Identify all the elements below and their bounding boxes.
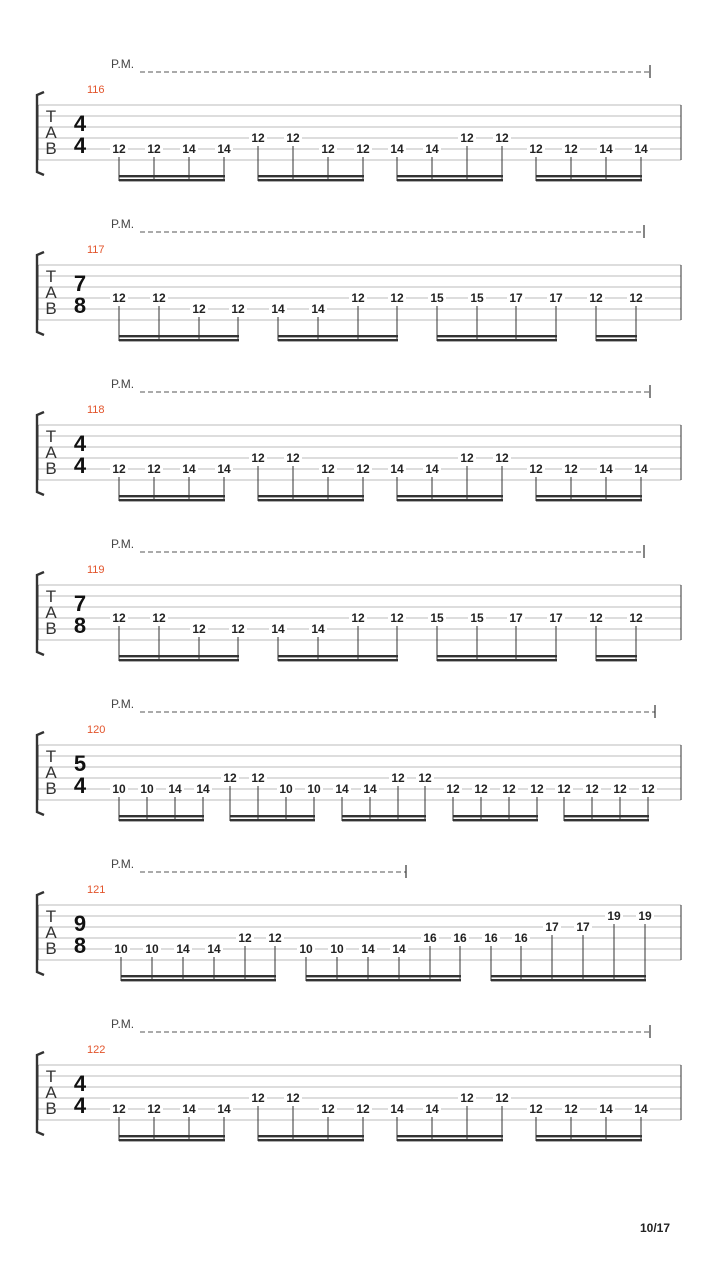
tab-clef-letter: T: [45, 747, 57, 766]
fret-number: 14: [599, 1102, 613, 1116]
beam-primary: [536, 175, 642, 177]
fret-number: 14: [168, 782, 182, 796]
fret-number: 16: [514, 931, 528, 945]
fret-number: 12: [251, 131, 265, 145]
tab-clef-letter: A: [45, 763, 57, 782]
palm-mute-label: P.M.: [111, 1017, 135, 1031]
time-signature-top: 9: [73, 911, 87, 936]
fret-number: 14: [271, 622, 285, 636]
tab-clef-letter: T: [45, 907, 57, 926]
fret-number: 14: [207, 942, 221, 956]
tab-clef-letter: B: [45, 459, 57, 478]
fret-number: 17: [549, 291, 563, 305]
fret-number: 12: [152, 611, 166, 625]
time-signature-top: 4: [73, 1071, 87, 1096]
fret-number: 14: [390, 1102, 404, 1116]
fret-number: 12: [112, 611, 126, 625]
fret-number: 19: [607, 909, 621, 923]
fret-number: 14: [217, 462, 231, 476]
fret-number: 14: [335, 782, 349, 796]
fret-number: 10: [330, 942, 344, 956]
time-signature-top: 4: [73, 111, 87, 136]
fret-number: 16: [484, 931, 498, 945]
measure-number: 122: [87, 1044, 106, 1056]
tab-system: [37, 377, 681, 501]
time-signature-bottom: 8: [73, 613, 87, 638]
fret-number: 12: [147, 462, 161, 476]
fret-number: 10: [279, 782, 293, 796]
tab-clef-letter: A: [45, 923, 57, 942]
beam-primary: [397, 175, 503, 177]
fret-number: 12: [223, 771, 237, 785]
time-signature-top: 7: [73, 591, 87, 616]
beam-primary: [342, 815, 426, 817]
beam-secondary: [119, 339, 239, 341]
fret-number: 12: [629, 291, 643, 305]
fret-number: 14: [363, 782, 377, 796]
fret-number: 12: [495, 1091, 509, 1105]
fret-number: 14: [311, 622, 325, 636]
fret-number: 12: [564, 142, 578, 156]
beam-secondary: [536, 1139, 642, 1141]
fret-number: 12: [286, 451, 300, 465]
beam-secondary: [278, 659, 398, 661]
fret-number: 14: [176, 942, 190, 956]
tab-system: [37, 1017, 681, 1141]
fret-number: 12: [251, 771, 265, 785]
fret-number: 12: [251, 451, 265, 465]
measure-number: 119: [87, 564, 105, 576]
fret-number: 10: [112, 782, 126, 796]
fret-number: 16: [453, 931, 467, 945]
fret-number: 14: [311, 302, 325, 316]
tab-clef-letter: B: [45, 139, 57, 158]
tab-clef-letter: T: [45, 1067, 57, 1086]
beam-secondary: [119, 179, 225, 181]
fret-number: 12: [321, 462, 335, 476]
fret-number: 12: [390, 611, 404, 625]
palm-mute-label: P.M.: [111, 217, 135, 231]
fret-number: 12: [231, 622, 245, 636]
beam-secondary: [306, 979, 461, 981]
fret-number: 12: [268, 931, 282, 945]
tab-clef-letter: B: [45, 1099, 57, 1118]
fret-number: 12: [641, 782, 655, 796]
fret-number: 12: [112, 291, 126, 305]
fret-number: 17: [509, 611, 523, 625]
fret-number: 14: [599, 462, 613, 476]
tab-system: [37, 537, 681, 661]
beam-secondary: [278, 339, 398, 341]
tab-system: [37, 857, 681, 981]
fret-number: 12: [460, 1091, 474, 1105]
fret-number: 14: [361, 942, 375, 956]
time-signature-bottom: 4: [73, 133, 87, 158]
fret-number: 14: [599, 142, 613, 156]
fret-number: 17: [549, 611, 563, 625]
beam-primary: [536, 1135, 642, 1137]
fret-number: 12: [391, 771, 405, 785]
beam-primary: [278, 655, 398, 657]
fret-number: 12: [286, 131, 300, 145]
fret-number: 12: [529, 142, 543, 156]
measure-number: 120: [87, 724, 106, 736]
tab-clef-letter: A: [45, 443, 57, 462]
time-signature-bottom: 4: [73, 1093, 87, 1118]
beam-primary: [258, 1135, 364, 1137]
fret-number: 14: [425, 462, 439, 476]
fret-number: 14: [392, 942, 406, 956]
tab-clef-letter: T: [45, 267, 57, 286]
measure-number: 121: [87, 884, 106, 896]
fret-number: 12: [351, 611, 365, 625]
beam-primary: [119, 175, 225, 177]
fret-number: 12: [192, 622, 206, 636]
beam-secondary: [437, 339, 557, 341]
fret-number: 17: [545, 920, 559, 934]
fret-number: 14: [634, 142, 648, 156]
fret-number: 12: [147, 142, 161, 156]
fret-number: 12: [112, 1102, 126, 1116]
fret-number: 14: [217, 142, 231, 156]
beam-secondary: [258, 1139, 364, 1141]
palm-mute-label: P.M.: [111, 857, 135, 871]
fret-number: 12: [529, 462, 543, 476]
tab-clef-letter: B: [45, 619, 57, 638]
measure-number: 116: [87, 84, 105, 96]
beam-secondary: [258, 499, 364, 501]
tab-clef-letter: T: [45, 427, 57, 446]
fret-number: 12: [557, 782, 571, 796]
beam-primary: [397, 1135, 503, 1137]
beam-secondary: [119, 1139, 225, 1141]
beam-primary: [453, 815, 538, 817]
fret-number: 17: [576, 920, 590, 934]
fret-number: 10: [307, 782, 321, 796]
palm-mute-label: P.M.: [111, 377, 135, 391]
fret-number: 10: [145, 942, 159, 956]
fret-number: 12: [495, 451, 509, 465]
beam-primary: [121, 975, 276, 977]
measure-number: 118: [87, 404, 105, 416]
fret-number: 14: [425, 1102, 439, 1116]
fret-number: 12: [231, 302, 245, 316]
tab-clef-letter: A: [45, 1083, 57, 1102]
beam-secondary: [453, 819, 538, 821]
fret-number: 12: [390, 291, 404, 305]
fret-number: 12: [112, 142, 126, 156]
beam-secondary: [437, 659, 557, 661]
fret-number: 12: [418, 771, 432, 785]
beam-primary: [258, 495, 364, 497]
beam-secondary: [119, 819, 204, 821]
time-signature-top: 5: [73, 751, 87, 776]
palm-mute-label: P.M.: [111, 537, 135, 551]
fret-number: 14: [634, 1102, 648, 1116]
fret-number: 14: [390, 462, 404, 476]
beam-secondary: [536, 179, 642, 181]
fret-number: 14: [196, 782, 210, 796]
beam-secondary: [491, 979, 646, 981]
beam-secondary: [342, 819, 426, 821]
beam-primary: [119, 655, 239, 657]
time-signature-bottom: 4: [73, 773, 87, 798]
fret-number: 12: [502, 782, 516, 796]
fret-number: 12: [192, 302, 206, 316]
beam-secondary: [119, 499, 225, 501]
beam-secondary: [564, 819, 649, 821]
fret-number: 12: [356, 142, 370, 156]
beam-secondary: [536, 499, 642, 501]
fret-number: 12: [589, 611, 603, 625]
fret-number: 12: [356, 1102, 370, 1116]
fret-number: 12: [460, 131, 474, 145]
palm-mute-label: P.M.: [111, 57, 135, 71]
fret-number: 15: [430, 611, 444, 625]
beam-primary: [119, 335, 239, 337]
fret-number: 12: [356, 462, 370, 476]
fret-number: 12: [112, 462, 126, 476]
tab-clef-letter: B: [45, 299, 57, 318]
tab-clef-letter: B: [45, 779, 57, 798]
beam-primary: [306, 975, 461, 977]
fret-number: 12: [564, 1102, 578, 1116]
fret-number: 12: [585, 782, 599, 796]
fret-number: 12: [152, 291, 166, 305]
fret-number: 14: [182, 142, 196, 156]
measure-number: 117: [87, 244, 105, 256]
time-signature-top: 4: [73, 431, 87, 456]
beam-primary: [119, 495, 225, 497]
beam-primary: [564, 815, 649, 817]
fret-number: 14: [217, 1102, 231, 1116]
beam-primary: [491, 975, 646, 977]
fret-number: 12: [446, 782, 460, 796]
tab-system: [37, 217, 681, 341]
beam-primary: [119, 1135, 225, 1137]
fret-number: 14: [425, 142, 439, 156]
fret-number: 12: [564, 462, 578, 476]
beam-secondary: [397, 1139, 503, 1141]
beam-secondary: [119, 659, 239, 661]
beam-primary: [596, 655, 637, 657]
fret-number: 10: [299, 942, 313, 956]
beam-primary: [437, 655, 557, 657]
fret-number: 14: [182, 462, 196, 476]
fret-number: 12: [460, 451, 474, 465]
time-signature-bottom: 4: [73, 453, 87, 478]
beam-secondary: [397, 179, 503, 181]
fret-number: 12: [321, 142, 335, 156]
beam-secondary: [258, 179, 364, 181]
page-number: 10/17: [640, 1221, 671, 1235]
beam-primary: [230, 815, 315, 817]
tab-system: [37, 697, 681, 821]
fret-number: 12: [495, 131, 509, 145]
beam-primary: [258, 175, 364, 177]
fret-number: 19: [638, 909, 652, 923]
fret-number: 15: [430, 291, 444, 305]
beam-primary: [536, 495, 642, 497]
palm-mute-label: P.M.: [111, 697, 135, 711]
fret-number: 10: [140, 782, 154, 796]
fret-number: 12: [238, 931, 252, 945]
time-signature-bottom: 8: [73, 293, 87, 318]
beam-secondary: [596, 339, 637, 341]
fret-number: 12: [530, 782, 544, 796]
tab-clef-letter: T: [45, 587, 57, 606]
tab-clef-letter: B: [45, 939, 57, 958]
beam-primary: [437, 335, 557, 337]
fret-number: 12: [147, 1102, 161, 1116]
fret-number: 12: [321, 1102, 335, 1116]
beam-primary: [278, 335, 398, 337]
fret-number: 14: [390, 142, 404, 156]
tab-clef-letter: A: [45, 603, 57, 622]
fret-number: 12: [286, 1091, 300, 1105]
tab-clef-letter: A: [45, 123, 57, 142]
fret-number: 10: [114, 942, 128, 956]
fret-number: 16: [423, 931, 437, 945]
beam-secondary: [397, 499, 503, 501]
time-signature-bottom: 8: [73, 933, 87, 958]
beam-secondary: [596, 659, 637, 661]
fret-number: 15: [470, 291, 484, 305]
fret-number: 12: [589, 291, 603, 305]
beam-primary: [397, 495, 503, 497]
tab-system: [37, 57, 681, 181]
fret-number: 12: [351, 291, 365, 305]
fret-number: 12: [629, 611, 643, 625]
tab-clef-letter: A: [45, 283, 57, 302]
fret-number: 12: [251, 1091, 265, 1105]
fret-number: 15: [470, 611, 484, 625]
fret-number: 14: [634, 462, 648, 476]
fret-number: 17: [509, 291, 523, 305]
tab-clef-letter: T: [45, 107, 57, 126]
fret-number: 12: [529, 1102, 543, 1116]
beam-secondary: [121, 979, 276, 981]
fret-number: 14: [271, 302, 285, 316]
fret-number: 12: [613, 782, 627, 796]
beam-primary: [119, 815, 204, 817]
time-signature-top: 7: [73, 271, 87, 296]
fret-number: 14: [182, 1102, 196, 1116]
beam-primary: [596, 335, 637, 337]
beam-secondary: [230, 819, 315, 821]
fret-number: 12: [474, 782, 488, 796]
